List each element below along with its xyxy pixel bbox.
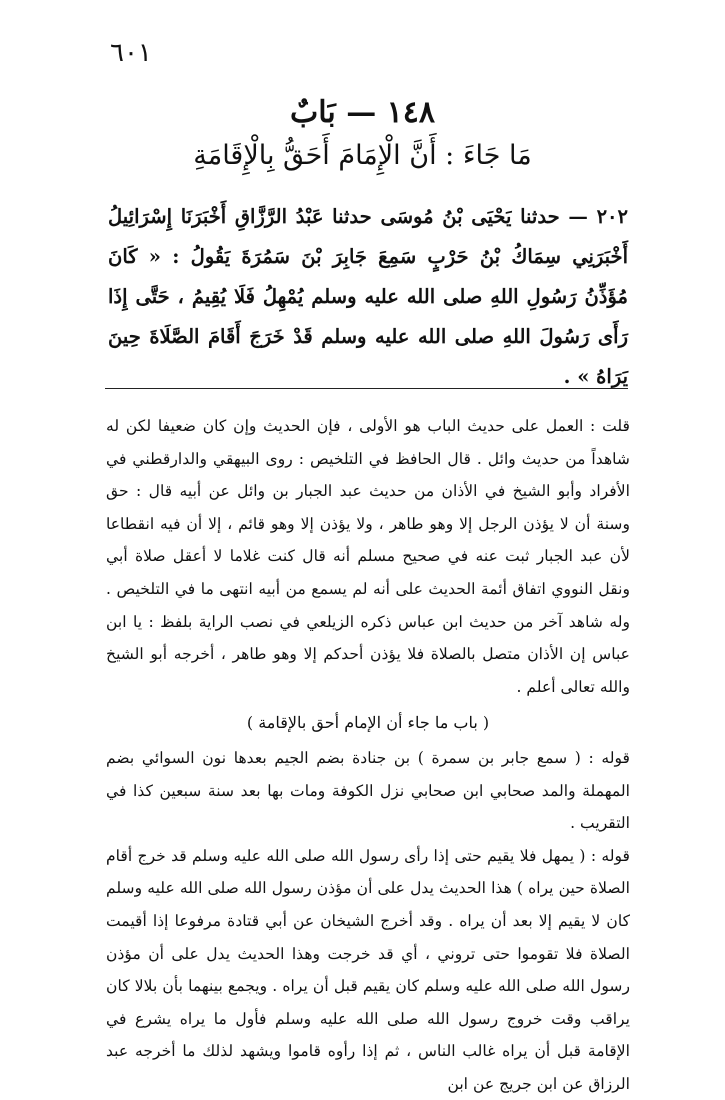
hadith-text: ٢٠٢ — حدثنا يَحْيَى بْنُ مُوسَى حدثنا عَبْدُ الرَّزَّاقِ أَخْبَرَنَا إِسْرَائِيلُ أَخْبَرَنِي سِمَاكُ بْنُ حَرْبٍ سَمِعَ جَابِرَ بْنَ سَمُرَةَ يَقُولُ : « كَانَ مُؤَذِّنُ رَسُولِ اللهِ صلى الله عليه وسلم يُمْهِلُ فَلَا يُقِيمُ ، حَتَّى إِذَا رَأَى رَسُولَ اللهِ صلى الله عليه وسلم قَدْ خَرَجَ أَقَامَ الصَّلَاةَ حِينَ يَرَاهُ » . xyxy=(108,205,628,388)
page-number: ٦٠١ xyxy=(110,38,152,68)
chapter-title: ١٤٨ — بَابٌ xyxy=(290,95,435,130)
commentary-paragraph-1: قلت : العمل على حديث الباب هو الأولى ، فإن الحديث وإن كان ضعيفا لكن له شاهداً من حديث وائل . قال الحافظ في التلخيص : روى البيهقي والدارقطني في الأفراد وأبو الشيخ في الأذان من حديث عبد الجبار بن وائل عن أبيه قال : حق وسنة أن لا يؤذن الرجل إلا وهو طاهر ، ولا يؤذن إلا وهو قائم ، إلا أن فيه انقطاعا لأن عبد الجبار ثبت عنه في صحيح مسلم أنه قال كنت غلاما لا أعقل صلاة أبي ونقل النووي اتفاق أئمة الحديث على أنه لم يسمع من أبيه انتهى ما في التلخيص . وله شاهد آخر من حديث ابن عباس ذكره الزيلعي في نصب الراية بلفظ : يا ابن عباس إن الأذان متصل بالصلاة فلا يؤذن أحدكم إلا وهو طاهر ، أخرجه أبو الشيخ والله تعالى أعلم . xyxy=(106,417,630,696)
commentary xyxy=(106,410,630,1100)
commentary-paragraph-2: قوله : ( سمع جابر بن سمرة ) بن جنادة بضم الجيم بعدها نون السوائي بضم المهملة والمد صحابي ابن صحابي نزل الكوفة ومات بها بعد سنة سبعين كذا في التقريب . xyxy=(106,748,630,833)
commentary-paragraph-3: قوله : ( يمهل فلا يقيم حتى إذا رأى رسول الله صلى الله عليه وسلم قد خرج أقام الصلاة حين يراه ) هذا الحديث يدل على أن مؤذن رسول الله صلى الله عليه وسلم كان لا يقيم إلا بعد أن يراه . وقد أخرج الشيخان عن أبي قتادة مرفوعا إذا أقيمت الصلاة فلا تقوموا حتى تروني ، أي قد خرجت وهذا الحديث يدل على أن مؤذن رسول الله صلى الله عليه وسلم كان يقيم قبل أن يراه . ويجمع بينهما بأن بلالا كان يراقب وقت خروج رسول الله صلى الله عليه وسلم فأول ما يراه يشرع في الإقامة قبل أن يراه غالب الناس ، ثم إذا رأوه قاموا ويشهد لذلك ما أخرجه عبد الرزاق عن ابن جريج عن ابن xyxy=(106,846,630,1093)
commentary-heading: ( باب ما جاء أن الإمام أحق بالإقامة ) xyxy=(246,713,490,733)
chapter-subtitle: مَا جَاءَ : أَنَّ الْإِمَامَ أَحَقُّ بِالْإِقَامَةِ xyxy=(193,140,532,171)
section-divider xyxy=(105,388,628,389)
